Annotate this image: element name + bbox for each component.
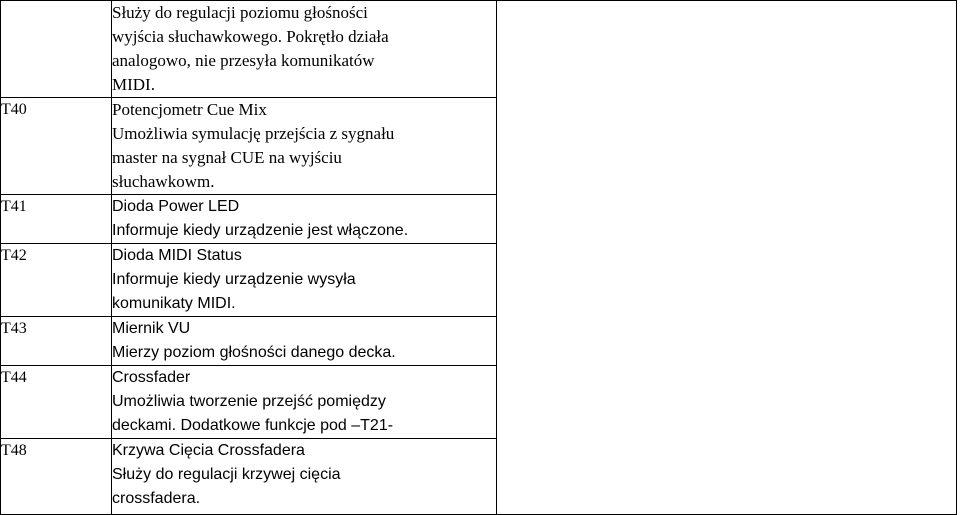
row-label: T40 bbox=[1, 98, 112, 195]
description-title: Crossfader bbox=[112, 369, 191, 386]
description-line: deckami. Dodatkowe funkcje pod –T21- bbox=[112, 417, 394, 434]
description-line: Mierzy poziom głośności danego decka. bbox=[112, 344, 396, 361]
row-description bbox=[112, 366, 497, 439]
description-line: słuchawkowm. bbox=[112, 172, 215, 191]
table-row bbox=[1, 1, 957, 98]
description-line: MIDI. bbox=[112, 75, 155, 94]
row-description bbox=[112, 98, 497, 195]
description-line: Umożliwia symulację przejścia z sygnału bbox=[112, 124, 395, 143]
row-description bbox=[112, 1, 497, 98]
row-description bbox=[112, 244, 497, 317]
description-line: Informuje kiedy urządzenie wysyła bbox=[112, 271, 356, 288]
row-label: T42 bbox=[1, 244, 112, 317]
description-title: Miernik VU bbox=[112, 320, 191, 337]
description-line: komunikaty MIDI. bbox=[112, 295, 236, 312]
description-title: Dioda MIDI Status bbox=[112, 247, 242, 264]
description-line: Informuje kiedy urządzenie jest włączone. bbox=[112, 222, 409, 239]
row-description bbox=[112, 317, 497, 366]
empty-cell bbox=[497, 1, 957, 515]
description-title: Dioda Power LED bbox=[112, 198, 240, 215]
description-line: analogowo, nie przesyła komunikatów bbox=[112, 51, 375, 70]
row-label: T43 bbox=[1, 317, 112, 366]
row-label: T41 bbox=[1, 195, 112, 244]
description-line: master na sygnał CUE na wyjściu bbox=[112, 148, 342, 167]
description-line: Służy do regulacji poziomu głośności bbox=[112, 3, 368, 22]
description-line: crossfadera. bbox=[112, 490, 201, 507]
row-label: T48 bbox=[1, 439, 112, 515]
description-title: Krzywa Cięcia Crossfadera bbox=[112, 442, 305, 459]
row-description bbox=[112, 195, 497, 244]
description-line: Służy do regulacji krzywej cięcia bbox=[112, 466, 341, 483]
description-line: Umożliwia tworzenie przejść pomiędzy bbox=[112, 393, 386, 410]
row-label: T44 bbox=[1, 366, 112, 439]
description-line: wyjścia słuchawkowego. Pokrętło działa bbox=[112, 27, 389, 46]
row-description bbox=[112, 439, 497, 515]
row-label bbox=[1, 1, 112, 98]
description-line: Potencjometr Cue Mix bbox=[112, 100, 267, 119]
